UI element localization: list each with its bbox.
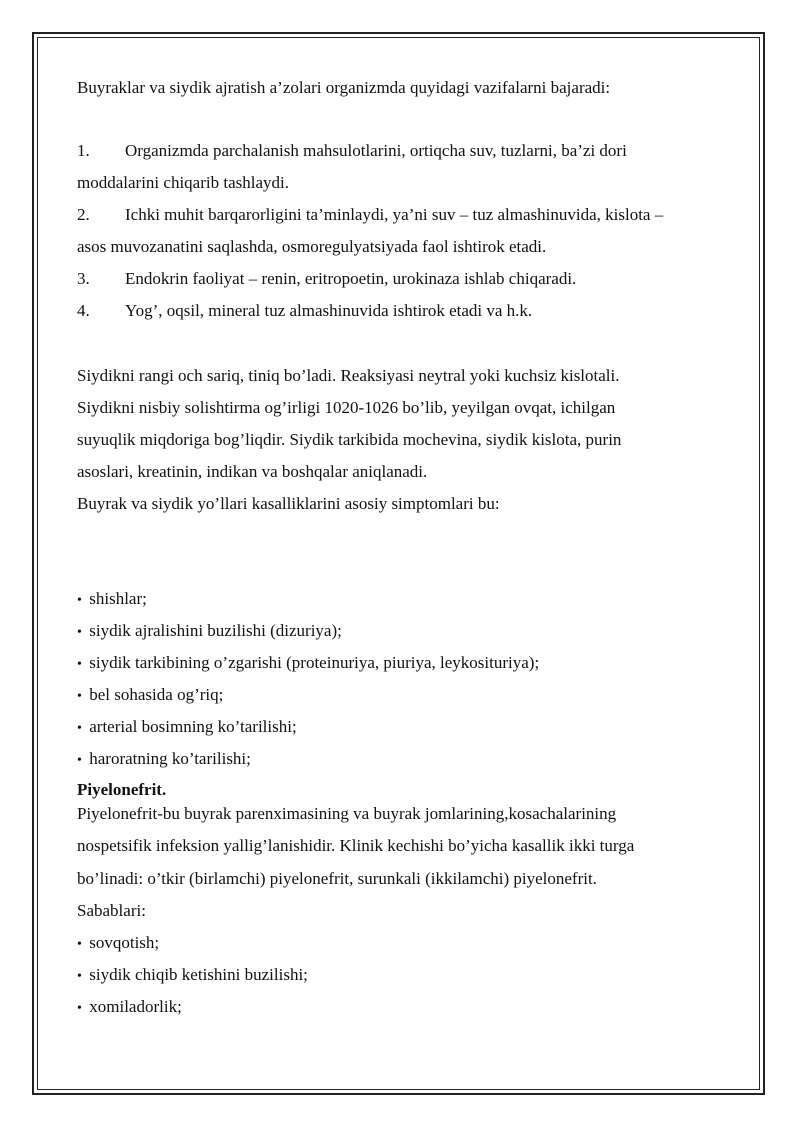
symptom-item <box>77 589 147 611</box>
function-item-2 <box>77 205 663 225</box>
function-item-4 <box>77 301 532 321</box>
cause-item <box>77 997 182 1019</box>
symptom-item <box>77 653 539 675</box>
intro-text: Buyraklar va siydik ajratish a’zolari organizmda quyidagi vazifalarni bajaradi: <box>77 78 611 97</box>
pyelo-paragraph-line: Piyelonefrit-bu buyrak parenximasining va buyrak jomlarining,kosachalarining <box>77 804 617 823</box>
pyelo-paragraph-line: bo’linadi: o’tkir (birlamchi) piyelonefrit, surunkali (ikkilamchi) piyelonefrit. <box>77 869 597 888</box>
function-number: 2. <box>77 205 90 224</box>
bullet-icon: • <box>77 593 82 608</box>
function-item-1 <box>77 141 627 161</box>
cause-item <box>77 933 159 955</box>
symptom-text: haroratning ko’tarilishi; <box>89 749 251 768</box>
function-text: Organizmda parchalanish mahsulotlarini, ortiqcha suv, tuzlarni, ba’zi dori <box>125 141 627 160</box>
symptom-item <box>77 749 251 771</box>
urine-paragraph-line: suyuqlik miqdoriga bog’liqdir. Siydik tarkibida mochevina, siydik kislota, purin <box>77 430 622 449</box>
urine-paragraph-line: Siydikni nisbiy solishtirma og’irligi 1020-1026 bo’lib, yeyilgan ovqat, ichilgan <box>77 398 616 417</box>
cause-text: sovqotish; <box>89 933 160 952</box>
symptom-item <box>77 621 342 643</box>
bullet-icon: • <box>77 721 82 736</box>
function-number: 3. <box>77 269 90 288</box>
pyelo-paragraph-line: nospetsifik infeksion yallig’lanishidir. Klinik kechishi bo’yicha kasallik ikki turga <box>77 836 635 855</box>
bullet-icon: • <box>77 753 82 768</box>
symptoms-intro: Buyrak va siydik yo’llari kasalliklarini asosiy simptomlari bu: <box>77 494 500 513</box>
function-continuation: moddalarini chiqarib tashlaydi. <box>77 173 289 192</box>
urine-paragraph-line: Siydikni rangi och sariq, tiniq bo’ladi. Reaksiyasi neytral yoki kuchsiz kislotali. <box>77 366 620 385</box>
bullet-icon: • <box>77 657 82 672</box>
function-continuation: asos muvozanatini saqlashda, osmoregulyatsiyada faol ishtirok etadi. <box>77 237 547 256</box>
symptom-text: arterial bosimning ko’tarilishi; <box>89 717 297 736</box>
causes-label: Sabablari: <box>77 901 146 920</box>
cause-text: siydik chiqib ketishini buzilishi; <box>89 965 308 984</box>
bullet-icon: • <box>77 625 82 640</box>
function-text: Endokrin faoliyat – renin, eritropoetin, urokinaza ishlab chiqaradi. <box>125 269 577 288</box>
symptom-text: siydik ajralishini buzilishi (dizuriya); <box>89 621 342 640</box>
function-text: Ichki muhit barqarorligini ta’minlaydi, ya’ni suv – tuz almashinuvida, kislota – <box>125 205 664 224</box>
cause-text: xomiladorlik; <box>89 997 182 1016</box>
symptom-item <box>77 717 297 739</box>
cause-item <box>77 965 308 987</box>
function-number: 1. <box>77 141 90 160</box>
bullet-icon: • <box>77 937 82 952</box>
symptom-text: bel sohasida og’riq; <box>89 685 224 704</box>
section-heading: Piyelonefrit. <box>77 780 167 799</box>
function-number: 4. <box>77 301 90 320</box>
function-text: Yog’, oqsil, mineral tuz almashinuvida ishtirok etadi va h.k. <box>125 301 533 320</box>
bullet-icon: • <box>77 1001 82 1016</box>
function-item-3 <box>77 269 576 289</box>
symptom-item <box>77 685 223 707</box>
bullet-icon: • <box>77 689 82 704</box>
symptom-text: siydik tarkibining o’zgarishi (proteinuriya, piuriya, leykosituriya); <box>89 653 540 672</box>
urine-paragraph-line: asoslari, kreatinin, indikan va boshqalar aniqlanadi. <box>77 462 428 481</box>
bullet-icon: • <box>77 969 82 984</box>
symptom-text: shishlar; <box>89 589 147 608</box>
